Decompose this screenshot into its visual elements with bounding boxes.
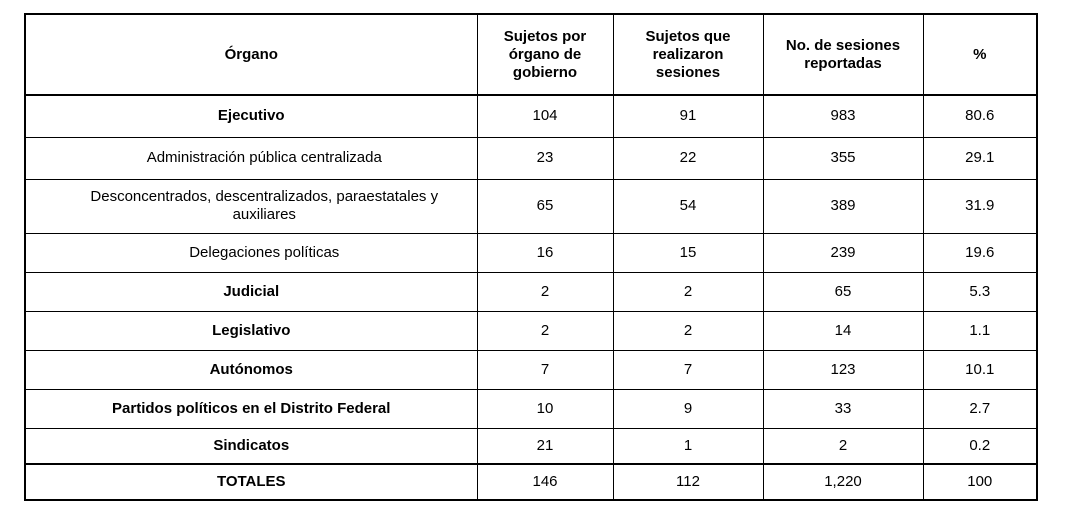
held-cell: 91 [613,95,763,137]
sessions-cell: 123 [763,350,923,389]
table-row-sindicatos [25,428,1037,464]
totals-percent-cell: 100 [923,464,1037,500]
organ-cell: Sindicatos [25,428,477,464]
organ-cell: Administración pública centralizada [25,137,477,179]
table-row-autonomos [25,350,1037,389]
subjects-cell: 16 [477,233,613,272]
sessions-cell: 14 [763,311,923,350]
percent-cell: 10.1 [923,350,1037,389]
sessions-cell: 239 [763,233,923,272]
subjects-cell: 65 [477,179,613,233]
held-cell: 1 [613,428,763,464]
organ-cell: Autónomos [25,350,477,389]
totals-subjects-cell: 146 [477,464,613,500]
percent-cell: 2.7 [923,389,1037,428]
table-row-totals [25,464,1037,500]
organ-cell: Partidos políticos en el Distrito Federal [25,389,477,428]
percent-cell: 1.1 [923,311,1037,350]
sessions-cell: 33 [763,389,923,428]
subjects-cell: 2 [477,272,613,311]
held-cell: 54 [613,179,763,233]
subjects-cell: 7 [477,350,613,389]
sessions-cell: 355 [763,137,923,179]
percent-cell: 5.3 [923,272,1037,311]
held-cell: 2 [613,311,763,350]
table-header-row [25,14,1037,95]
table-row-ejecutivo [25,95,1037,137]
held-cell: 7 [613,350,763,389]
header-organ: Órgano [25,14,477,95]
header-held-sessions: Sujetos que realizaron sesiones [613,14,763,95]
percent-cell: 19.6 [923,233,1037,272]
percent-cell: 80.6 [923,95,1037,137]
sessions-cell: 65 [763,272,923,311]
percent-cell: 29.1 [923,137,1037,179]
organ-cell: Ejecutivo [25,95,477,137]
header-sessions-reported: No. de sesiones reportadas [763,14,923,95]
subjects-cell: 23 [477,137,613,179]
organ-cell: Delegaciones políticas [25,233,477,272]
totals-sessions-cell: 1,220 [763,464,923,500]
table-row-partidos [25,389,1037,428]
table-row-judicial [25,272,1037,311]
organ-cell: Judicial [25,272,477,311]
held-cell: 15 [613,233,763,272]
held-cell: 2 [613,272,763,311]
sessions-cell: 2 [763,428,923,464]
subjects-cell: 21 [477,428,613,464]
held-cell: 22 [613,137,763,179]
subjects-cell: 104 [477,95,613,137]
organ-cell: Legislativo [25,311,477,350]
subjects-cell: 10 [477,389,613,428]
totals-held-cell: 112 [613,464,763,500]
percent-cell: 31.9 [923,179,1037,233]
header-percent: % [923,14,1037,95]
table-row-delegaciones [25,233,1037,272]
organ-cell: Desconcentrados, descentralizados, paraestatales y auxiliares [25,179,477,233]
header-subjects: Sujetos por órgano de gobierno [477,14,613,95]
table-row-desconcentrados [25,179,1037,233]
totals-label-cell: TOTALES [25,464,477,500]
sessions-by-organ-table [24,13,1038,501]
subjects-cell: 2 [477,311,613,350]
sessions-cell: 983 [763,95,923,137]
table-row-administracion [25,137,1037,179]
percent-cell: 0.2 [923,428,1037,464]
held-cell: 9 [613,389,763,428]
table-row-legislativo [25,311,1037,350]
sessions-cell: 389 [763,179,923,233]
